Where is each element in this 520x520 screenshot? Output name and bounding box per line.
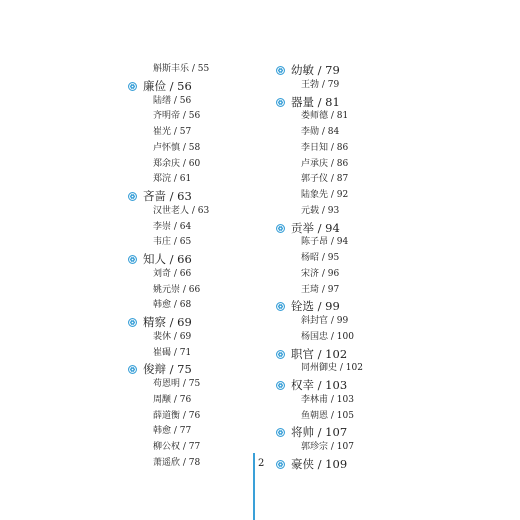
toc-entry-label: 姚元崇 / 66 <box>153 284 201 295</box>
toc-entry-label: 杨国忠 / 100 <box>301 331 354 342</box>
toc-section-label: 权幸 / 103 <box>291 378 348 392</box>
toc-entry-label: 周颙 / 76 <box>153 394 192 405</box>
toc-section-heading <box>128 317 192 329</box>
flower-bullet-icon <box>276 66 285 75</box>
toc-entry-label: 同州御史 / 102 <box>301 363 363 374</box>
toc-entry <box>276 238 348 247</box>
toc-entry <box>276 254 339 263</box>
toc-entry-label: 宋济 / 96 <box>301 268 340 279</box>
toc-section-label: 铨选 / 99 <box>291 299 340 314</box>
toc-entry-label: 李日知 / 86 <box>301 142 349 153</box>
toc-entry <box>276 175 348 184</box>
page-footer-divider <box>253 453 255 520</box>
flower-bullet-icon <box>128 318 137 327</box>
toc-entry-label: 卢承庆 / 86 <box>301 158 349 169</box>
flower-bullet-icon <box>128 255 137 264</box>
toc-entry-label: 李崇 / 64 <box>153 221 192 232</box>
toc-entry-label: 鱼朝恩 / 105 <box>301 410 354 421</box>
toc-entry <box>128 238 191 247</box>
flower-bullet-icon <box>276 224 285 233</box>
toc-section-label: 俊辩 / 75 <box>143 362 192 377</box>
toc-entry <box>276 112 348 121</box>
flower-bullet-icon <box>276 428 285 437</box>
toc-entry-label: 柳公权 / 77 <box>153 442 201 452</box>
toc-entry-label: 元载 / 93 <box>301 205 340 216</box>
flower-bullet-icon <box>276 350 285 359</box>
toc-entry <box>128 443 200 452</box>
toc-section-label: 精察 / 69 <box>143 315 192 329</box>
toc-entry <box>276 333 354 342</box>
toc-entry-label: 陆象先 / 92 <box>301 190 349 200</box>
toc-entry <box>276 144 348 153</box>
toc-section-heading <box>276 456 348 471</box>
toc-entry <box>276 270 339 279</box>
toc-section-label: 贡举 / 94 <box>291 220 340 235</box>
toc-entry-label: 娄师德 / 81 <box>301 111 349 122</box>
toc-entry <box>276 317 348 326</box>
toc-section-heading <box>128 191 192 203</box>
toc-section-label: 职官 / 102 <box>291 346 348 361</box>
toc-entry-label: 陈子昂 / 94 <box>301 237 349 248</box>
toc-entry <box>276 286 339 295</box>
toc-entry-label: 韩愈 / 77 <box>153 426 192 437</box>
toc-entry-label: 斛斯丰乐 / 55 <box>153 64 210 74</box>
toc-entry <box>128 286 200 295</box>
toc-entry-label: 王琦 / 97 <box>301 284 340 295</box>
toc-section-heading <box>128 78 192 93</box>
flower-bullet-icon <box>276 460 285 469</box>
toc-entry <box>276 364 363 373</box>
toc-entry-label: 李勋 / 84 <box>301 127 340 137</box>
toc-entry <box>128 380 200 389</box>
toc-entry-label: 刘奇 / 66 <box>153 268 192 279</box>
toc-section-heading <box>276 301 340 313</box>
toc-entry <box>128 412 200 421</box>
toc-entry <box>276 81 339 90</box>
toc-entry-label: 斜封官 / 99 <box>301 316 349 326</box>
toc-entry <box>128 175 191 184</box>
toc-section-label: 廉俭 / 56 <box>143 78 192 93</box>
toc-entry <box>128 270 191 279</box>
toc-entry <box>276 191 348 200</box>
toc-entry-label: 郑余庆 / 60 <box>153 158 201 169</box>
toc-entry <box>128 349 191 358</box>
toc-section-heading <box>276 94 340 109</box>
toc-section-label: 器量 / 81 <box>291 94 340 109</box>
toc-entry-label: 陆缮 / 56 <box>153 95 192 106</box>
toc-entry-label: 卢怀慎 / 58 <box>153 142 201 153</box>
toc-entry <box>276 396 354 405</box>
toc-entry <box>128 396 191 405</box>
toc-entry-label: 崔光 / 57 <box>153 127 192 137</box>
toc-entry-label: 崔碣 / 71 <box>153 347 192 358</box>
toc-section-heading <box>128 364 192 376</box>
toc-entry <box>128 459 200 468</box>
flower-bullet-icon <box>128 365 137 374</box>
toc-entry <box>276 128 339 137</box>
toc-entry <box>276 207 339 216</box>
toc-entry <box>128 207 209 216</box>
toc-entry <box>276 160 348 169</box>
toc-entry <box>276 443 354 452</box>
toc-entry-label: 韦庄 / 65 <box>153 237 192 248</box>
toc-entry <box>128 333 191 342</box>
toc-entry <box>128 112 200 121</box>
toc-section-label: 吝啬 / 63 <box>143 189 192 203</box>
toc-entry <box>276 412 354 421</box>
toc-section-label: 幼敏 / 79 <box>291 63 340 77</box>
toc-entry <box>128 97 191 106</box>
toc-section-heading <box>276 380 347 392</box>
page-number: 2 <box>258 458 265 469</box>
toc-entry-label: 郭子仪 / 87 <box>301 174 349 185</box>
toc-entry <box>128 65 209 74</box>
toc-entry-label: 郑浣 / 61 <box>153 174 192 185</box>
toc-entry-label: 薛道衡 / 76 <box>153 410 201 421</box>
toc-entry-label: 王勃 / 79 <box>301 79 340 90</box>
toc-entry-label: 韩愈 / 68 <box>153 300 192 311</box>
toc-entry <box>128 144 200 153</box>
toc-entry <box>128 128 191 137</box>
toc-section-heading <box>276 346 348 361</box>
toc-entry <box>128 301 191 310</box>
toc-entry-label: 李林甫 / 103 <box>301 394 354 405</box>
flower-bullet-icon <box>128 192 137 201</box>
flower-bullet-icon <box>276 302 285 311</box>
toc-entry-label: 杨昭 / 95 <box>301 253 340 263</box>
toc-entry-label: 汉世老人 / 63 <box>153 205 210 216</box>
toc-entry <box>128 160 200 169</box>
toc-entry-label: 苟恩明 / 75 <box>153 379 201 389</box>
flower-bullet-icon <box>276 381 285 390</box>
toc-section-label: 将帅 / 107 <box>291 425 348 440</box>
flower-bullet-icon <box>276 98 285 107</box>
toc-entry-label: 郭珍宗 / 107 <box>301 442 354 452</box>
toc-section-label: 豪侠 / 109 <box>291 456 348 471</box>
toc-entry-label: 萧遥欣 / 78 <box>153 457 201 468</box>
toc-section-heading <box>276 65 340 77</box>
toc-section-heading <box>276 220 340 235</box>
flower-bullet-icon <box>128 82 137 91</box>
toc-entry-label: 齐明帝 / 56 <box>153 111 201 122</box>
toc-section-label: 知人 / 66 <box>143 252 192 266</box>
toc-entry <box>128 223 191 232</box>
toc-entry-label: 裴休 / 69 <box>153 331 192 342</box>
toc-entry <box>128 427 191 436</box>
toc-section-heading <box>128 254 192 266</box>
toc-section-heading <box>276 427 347 439</box>
